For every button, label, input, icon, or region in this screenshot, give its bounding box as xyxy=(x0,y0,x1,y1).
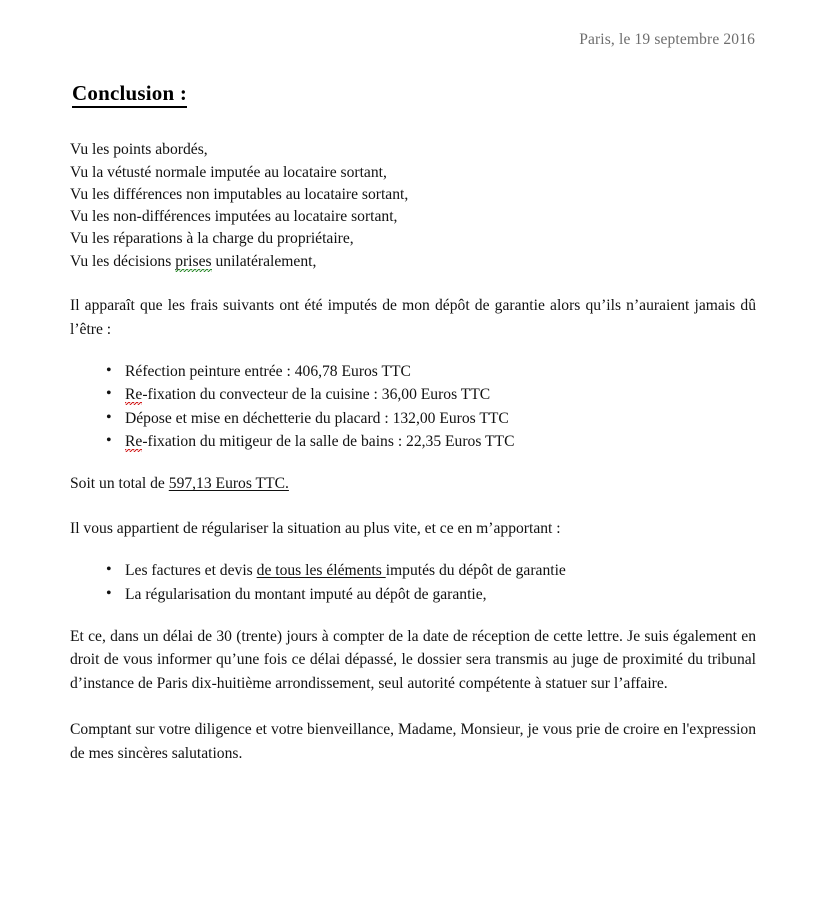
page-title: Conclusion : xyxy=(72,80,187,108)
spellcheck-flagged-word: Re xyxy=(125,432,143,450)
spacer xyxy=(70,606,756,625)
charges-list xyxy=(70,360,756,453)
grammar-flagged-word: prises xyxy=(175,252,212,270)
consideration-line: Vu les différences non imputables au locataire sortant, xyxy=(70,185,409,203)
list-item xyxy=(70,360,756,383)
text-segment: Vu les décisions xyxy=(70,252,176,270)
spacer xyxy=(70,496,756,517)
requests-list xyxy=(70,559,756,606)
list-item xyxy=(70,430,756,453)
spacer xyxy=(70,108,756,139)
date-line: Paris, le 19 septembre 2016 xyxy=(579,31,755,48)
considerations-list xyxy=(70,139,756,273)
delay-paragraph: Et ce, dans un délai de 30 (trente) jours à compter de la date de réception de cette lettre. Je suis également en droit de vous informer qu’une fois ce délai dépassé, le dossier sera transmis au juge de proximité du tribunal d’instance de Paris dix-huitième arrondissement, seul autorité compétente à statuer sur l’affaire. xyxy=(70,627,756,692)
total-amount: 597,13 Euros TTC. xyxy=(168,475,289,493)
text-segment: imputés du dépôt de garantie xyxy=(385,562,566,580)
text-segment: Soit un total de xyxy=(70,475,169,493)
total-line xyxy=(70,472,756,496)
text-segment: -fixation du convecteur de la cuisine : 36,00 Euros TTC xyxy=(142,386,491,404)
list-item xyxy=(70,383,756,406)
list-item xyxy=(70,559,756,582)
list-item xyxy=(70,407,756,430)
list-item xyxy=(70,583,756,606)
consideration-line: Vu les points abordés, xyxy=(70,141,208,159)
document-body xyxy=(70,80,756,765)
consideration-line-flagged xyxy=(70,251,756,273)
text-segment: Dépose et mise en déchetterie du placard : 132,00 Euros TTC xyxy=(125,409,509,427)
spellcheck-flagged-word: Re xyxy=(125,386,143,404)
intro-paragraph: Il apparaît que les frais suivants ont été imputés de mon dépôt de garantie alors qu’ils n’auraient jamais dû l’être : xyxy=(70,297,756,338)
text-segment: Les factures et devis xyxy=(125,562,257,580)
spacer xyxy=(70,341,756,360)
spacer xyxy=(70,540,756,559)
spacer xyxy=(70,453,756,472)
consideration-line: Vu les non-différences imputées au locataire sortant, xyxy=(70,208,398,226)
consideration-line: Vu la vétusté normale imputée au locataire sortant, xyxy=(70,163,387,181)
spacer xyxy=(70,695,756,718)
underlined-segment: de tous les éléments xyxy=(256,562,386,580)
spacer xyxy=(70,273,756,294)
consideration-line: Vu les réparations à la charge du propriétaire, xyxy=(70,230,354,248)
text-segment: unilatéralement, xyxy=(211,252,317,270)
request-intro-paragraph: Il vous appartient de régulariser la situation au plus vite, et ce en m’apportant : xyxy=(70,519,561,537)
text-segment: Réfection peinture entrée : 406,78 Euros TTC xyxy=(125,363,411,381)
text-segment: La régularisation du montant imputé au dépôt de garantie, xyxy=(125,585,487,603)
closing-paragraph: Comptant sur votre diligence et votre bienveillance, Madame, Monsieur, je vous prie de croire en l'expression de mes sincères salutations. xyxy=(70,721,756,762)
text-segment: -fixation du mitigeur de la salle de bains : 22,35 Euros TTC xyxy=(142,432,515,450)
